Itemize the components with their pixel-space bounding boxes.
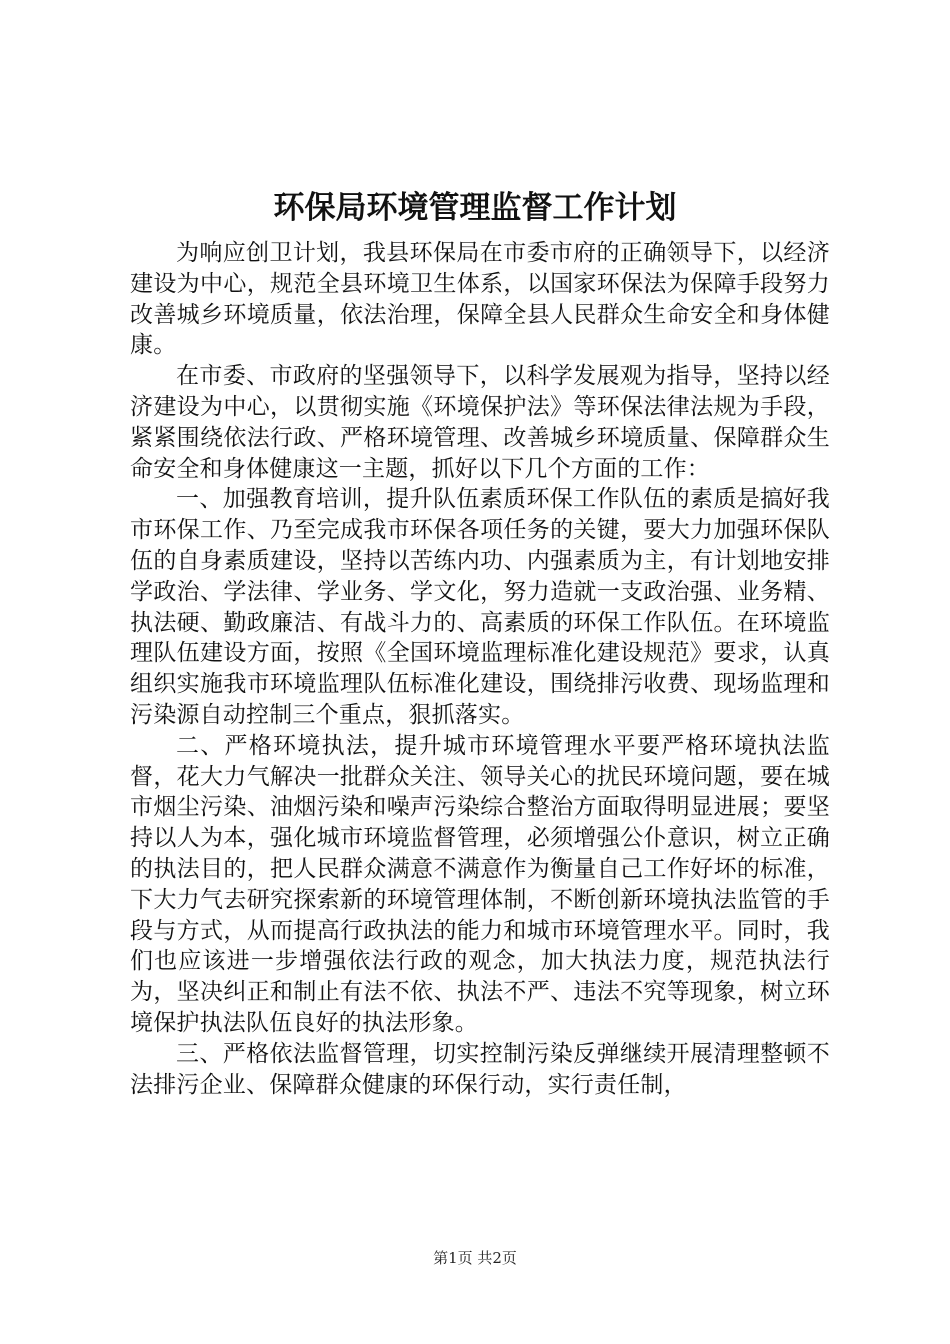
paragraph-overview: 在市委、市政府的坚强领导下，以科学发展观为指导，坚持以经济建设为中心，以贯彻实施《环境保护法》等环保法律法规为手段，紧紧围绕依法行政、严格环境管理、改善城乡环境质量、保障群众生命安全和身体健康这一主题，抓好以下几个方面的工作：: [130, 363, 830, 482]
paragraph-intro: 为响应创卫计划，我县环保局在市委市府的正确领导下，以经济建设为中心，规范全县环境卫生体系，以国家环保法为保障手段努力改善城乡环境质量，依法治理，保障全县人民群众生命安全和身体健康。: [130, 240, 830, 359]
paragraph-section-1: 一、加强教育培训，提升队伍素质环保工作队伍的素质是搞好我市环保工作、乃至完成我市环保各项任务的关键，要大力加强环保队伍的自身素质建设，坚持以苦练内功、内强素质为主，有计划地安排学政治、学法律、学业务、学文化，努力造就一支政治强、业务精、执法硬、勤政廉洁、有战斗力的、高素质的环保工作队伍。在环境监理队伍建设方面，按照《全国环境监理标准化建设规范》要求，认真组织实施我市环境监理队伍标准化建设，围绕排污收费、现场监理和污染源自动控制三个重点，狠抓落实。: [130, 486, 830, 728]
paragraph-section-3: 三、严格依法监督管理，切实控制污染反弹继续开展清理整顿不法排污企业、保障群众健康的环保行动，实行责任制，: [130, 1040, 830, 1098]
document-body: [130, 238, 830, 1100]
page-number-footer: 第1页 共2页: [433, 1249, 517, 1267]
document-title: 环保局环境管理监督工作计划: [273, 190, 677, 226]
paragraph-section-2: 二、严格环境执法，提升城市环境管理水平要严格环境执法监督，花大力气解决一批群众关注、领导关心的扰民环境问题，要在城市烟尘污染、油烟污染和噪声污染综合整治方面取得明显进展；要坚持以人为本，强化城市环境监督管理，必须增强公仆意识，树立正确的执法目的，把人民群众满意不满意作为衡量自己工作好坏的标准，下大力气去研究探索新的环境管理体制，不断创新环境执法监管的手段与方式，从而提高行政执法的能力和城市环境管理水平。同时，我们也应该进一步增强依法行政的观念，加大执法力度，规范执法行为，坚决纠正和制止有法不依、执法不严、违法不究等现象，树立环境保护执法队伍良好的执法形象。: [130, 732, 830, 1036]
